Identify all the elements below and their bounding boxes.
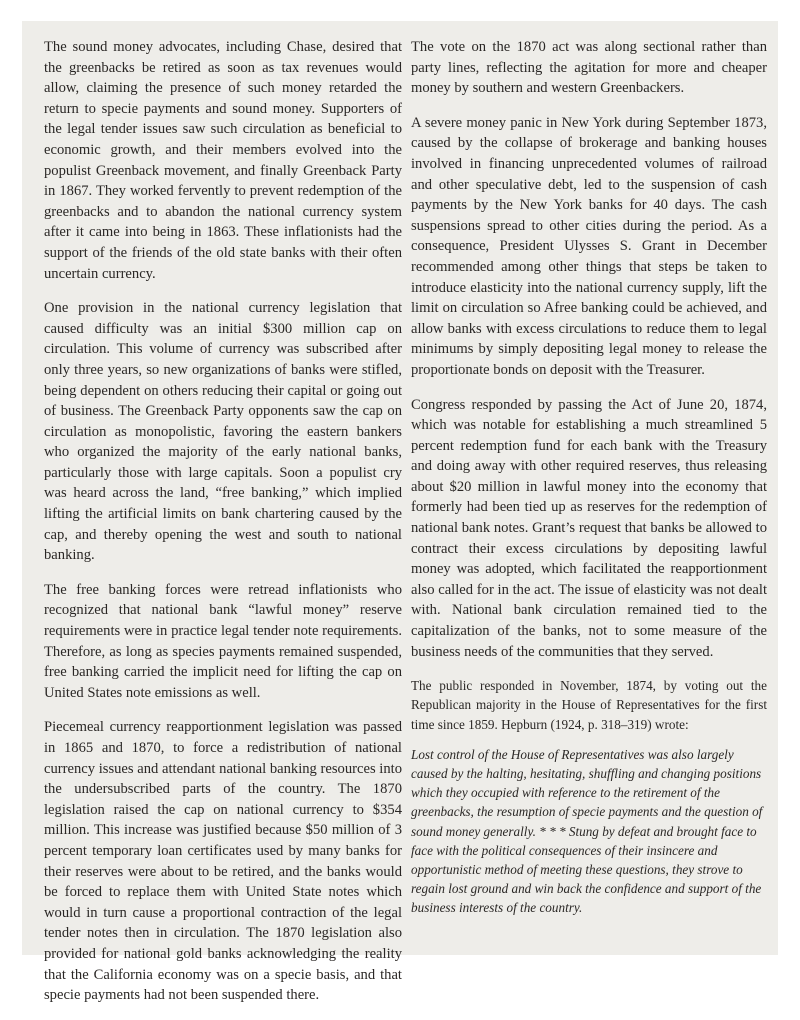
left-column [44, 37, 402, 1020]
page [22, 21, 778, 1004]
paragraph-circulation-cap: One provision in the national currency legislation that caused difficulty was an initial $300 million cap on circulation. This volume of currency was subscribed after only three years, so new organizations of banks were stifled, being dependent on others reducing their capital or going out of business. The Greenback Party opponents saw the cap on circulation as monopolistic, favoring the eastern bankers who organized the majority of the early national banks, particularly those with large capitals. Soon a populist cry was heard across the land, “free banking,” which implied lifting the artificial limits on bank chartering caused by the cap, and thereby opening the west and south to national banking. [44, 300, 402, 564]
paragraph-act-of-1874: Congress responded by passing the Act of June 20, 1874, which was notable for establishing a much streamlined 5 percent redemption fund for each bank with the Treasury and doing away with other required reserves, thus releasing about $20 million in lawful money into the economy that formerly had been tied up as reserves for the redemption of national bank notes. Grant’s request that banks be allowed to contract their excess circulations by depositing lawful money was adopted, which facilitated the reapportionment also called for in the act. The issue of elasticity was not dealt with. National bank circulation remained tied to the capitalization of the banks, not to some measure of the business needs of the communities that they served. [411, 396, 767, 660]
paragraph-reapportionment: Piecemeal currency reapportionment legislation was passed in 1865 and 1870, to force a redistribution of national currency issues and attendant national banking resources into the undersubscribed parts of the country. The 1870 legislation raised the cap on national currency to $354 million. This increase was justified because $50 million of 3 percent temporary loan certificates used by many banks for their reserves were about to be retired, and the banks would be forced to replace them with United State notes which would in turn cause a proportional contraction of the legal tender notes then in circulation. The 1870 legislation also provided for national gold banks acknowledging the reality that the California economy was on a specie basis, and that specie payments had not been suspended there. [44, 719, 402, 1004]
paragraph-free-banking: The free banking forces were retread inflationists who recognized that national bank “lawful money” reserve requirements were in practice legal tender note requirements. Therefore, as long as species payments remained suspended, free banking carried the implicit need for lifting the cap on United States note emissions as well. [44, 581, 402, 701]
paragraph-money-panic: A severe money panic in New York during September 1873, caused by the collapse of brokerage and banking houses involved in financing unprecedented volumes of railroad and other speculative debt, led to the suspension of cash payments by the New York banks for 40 days. The cash suspensions spread to other cities during the period. As a consequence, President Ulysses S. Grant in December recommended among other things that steps be taken to introduce elasticity into the national currency supply, lift the limit on circulation so Afree banking could be achieved, and allow banks with excess circulations to reduce them to legal minimums by simply depositing legal money to release the proportionate bonds on deposit with the Treasurer. [411, 114, 767, 378]
paragraph-sound-money: The sound money advocates, including Chase, desired that the greenbacks be retired as soon as tax revenues would allow, claiming the presence of such money retarded the return to specie payments and sound money. Supporters of the legal tender issues saw such circulation as beneficial to economic growth, and their members evolved into the populist Greenback movement, and finally Greenback Party in 1867. They worked fervently to prevent redemption of the greenbacks and to abandon the national currency system after it came into being in 1863. These inflationists had the support of the friends of the old state banks with their often uncertain currency. [44, 39, 402, 282]
hepburn-quote: Lost control of the House of Representatives was also largely caused by the halting, hesitating, shuffling and changing positions which they occupied with reference to the retirement of the greenbacks, the resumption of specie payments and the question of sound money generally. * * * Stung by defeat and brought face to face with the political consequences of their insincere and opportunistic method of meeting these questions, they strove to regain lost ground and win back the confidence and support of the business interests of the country. [411, 746, 763, 916]
right-column [411, 37, 767, 918]
paragraph-sectional-vote: The vote on the 1870 act was along sectional rather than party lines, reflecting the agitation for more and cheaper money by southern and western Greenbackers. [411, 39, 767, 97]
paragraph-public-response: The public responded in November, 1874, by voting out the Republican majority in the House of Representatives for the first time since 1859. Hepburn (1924, p. 318–319) wrote: [411, 678, 767, 732]
